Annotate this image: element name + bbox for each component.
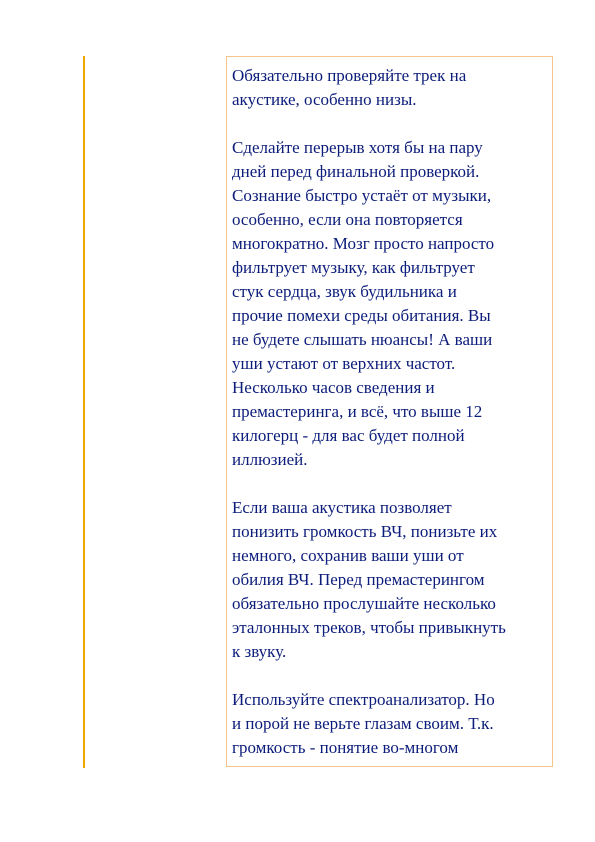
paragraph-3: Если ваша акустика позволяет понизить громкость ВЧ, понизьте их немного, сохранив ваши уши от обилия ВЧ. Перед премастерингом обязательно прослушайте несколько эталонных треков, чтобы привыкнуть к звуку. <box>232 498 506 661</box>
text-frame <box>226 56 553 767</box>
margin-rule <box>83 56 85 768</box>
paragraph-1: Обязательно проверяйте трек на акустике, особенно низы. <box>232 66 467 109</box>
paragraph-2: Сделайте перерыв хотя бы на пару дней перед финальной проверкой. Сознание быстро устаёт от музыки, особенно, если она повторяется многократно. Мозг просто напросто фильтрует музыку, как фильтрует стук сердца, звук будильника и прочие помехи среды обитания. Вы не будете слышать нюансы! А ваши уши устают от верхних частот. Несколько часов сведения и премастеринга, и всё, что выше 12 килогерц - для вас будет полной иллюзией. <box>232 138 495 469</box>
paragraph-4: Используйте спектроанализатор. Но и порой не верьте глазам своим. Т.к. громкость - понятие во-многом <box>232 690 495 757</box>
